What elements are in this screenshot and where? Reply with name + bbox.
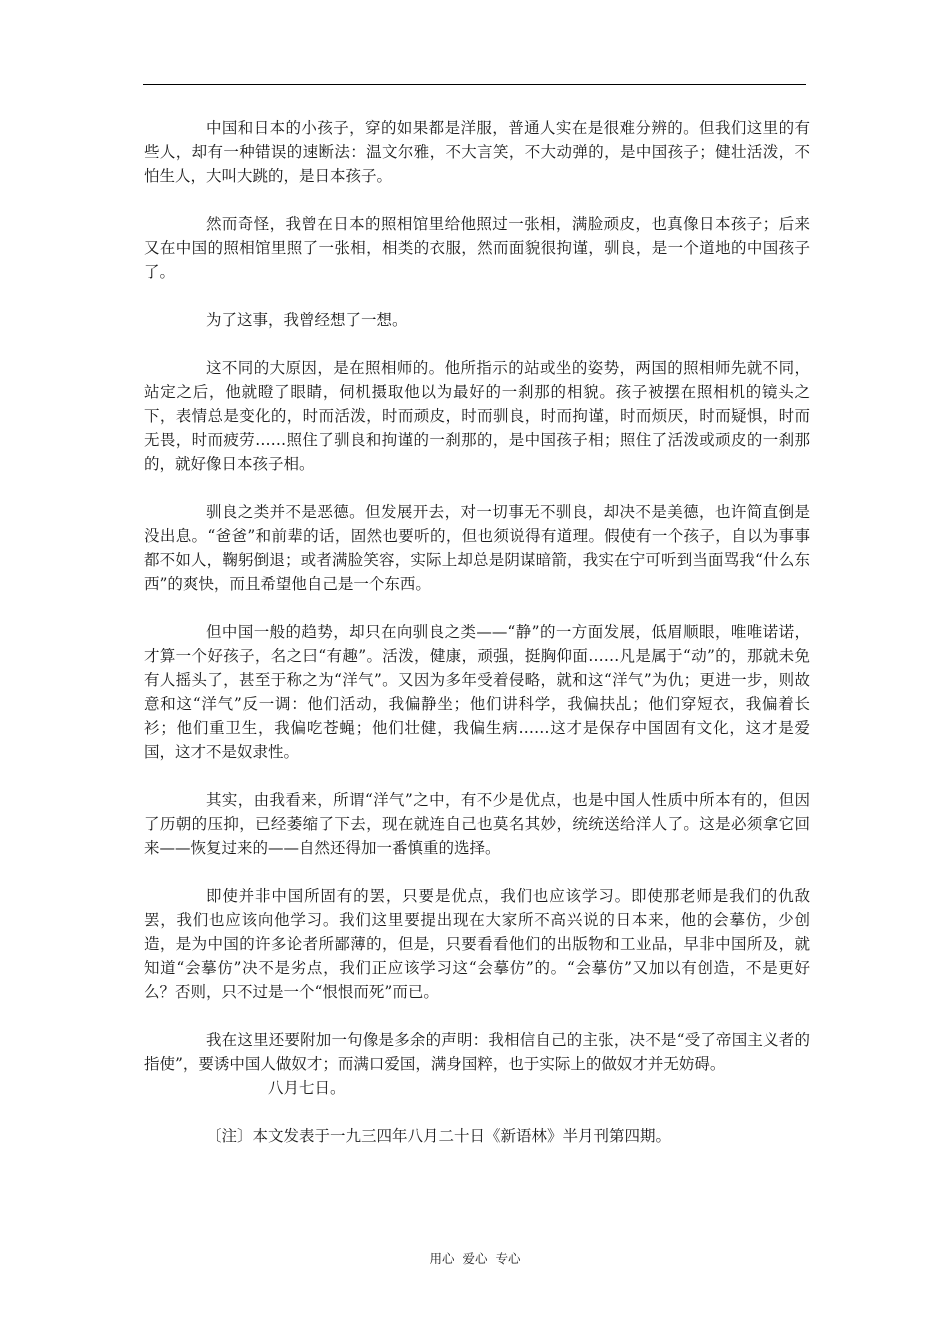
paragraph-5: 驯良之类并不是恶德。但发展开去，对一切事无不驯良，却决不是美德，也许简直倒是没出息。“爸爸”和前辈的话，固然也要听的，但也须说得有道理。假使有一个孩子，自以为事事都不如人，鞠躬倒退；或者满脸笑容，实际上却总是阴谋暗箭，我实在宁可听到当面骂我“什么东西”的爽快，而且希望他自己是一个东西。 (144, 503, 810, 593)
paragraph-8: 即使并非中国所固有的罢，只要是优点，我们也应该学习。即使那老师是我们的仇敌罢，我们也应该向他学习。我们这里要提出现在大家所不高兴说的日本来，他的会摹仿，少创造，是为中国的许多论者所鄙薄的，但是，只要看看他们的出版物和工业品，早非中国所及，就知道“会摹仿”决不是劣点，我们正应该学习这“会摹仿”的。“会摹仿”又加以有创造，不是更好么？否则，只不过是一个“恨恨而死”而已。 (144, 887, 810, 1001)
paragraph-6: 但中国一般的趋势，却只在向驯良之类——“静”的一方面发展，低眉顺眼，唯唯诺诺，才算一个好孩子，名之曰“有趣”。活泼，健康，顽强，挺胸仰面……凡是属于“动”的，那就未免有人摇头了，甚至于称之为“洋气”。又因为多年受着侵略，就和这“洋气”为仇；更进一步，则故意和这“洋气”反一调：他们活动，我偏静坐；他们讲科学，我偏扶乩；他们穿短衣，我偏着长衫；他们重卫生，我偏吃苍蝇；他们壮健，我偏生病……这才是保存中国固有文化，这才是爱国，这才不是奴隶性。 (144, 623, 810, 761)
paragraph-9: 我在这里还要附加一句像是多余的声明：我相信自己的主张，决不是“受了帝国主义者的指使”，要诱中国人做奴才；而满口爱国，满身国粹，也于实际上的做奴才并无妨碍。 (144, 1031, 810, 1073)
paragraph-7: 其实，由我看来，所谓“洋气”之中，有不少是优点，也是中国人性质中所本有的，但因了历朝的压抑，已经萎缩了下去，现在就连自己也莫名其妙，统统送给洋人了。这是必须拿它回来——恢复过来的——自然还得加一番慎重的选择。 (144, 791, 810, 857)
article-body (144, 116, 810, 1148)
paragraph-2: 然而奇怪，我曾在日本的照相馆里给他照过一张相，满脸顽皮，也真像日本孩子；后来又在中国的照相馆里照了一张相，相类的衣服，然而面貌很拘谨，驯良，是一个道地的中国孩子了。 (144, 215, 810, 281)
date-line: 八月七日。 (268, 1079, 346, 1097)
header-rule (143, 84, 806, 85)
paragraph-4: 这不同的大原因，是在照相师的。他所指示的站或坐的姿势，两国的照相师先就不同，站定之后，他就瞪了眼睛，伺机摄取他以为最好的一刹那的相貌。孩子被摆在照相机的镜头之下，表情总是变化的，时而活泼，时而顽皮，时而驯良，时而拘谨，时而烦厌，时而疑惧，时而无畏，时而疲劳……照住了驯良和拘谨的一刹那的，是中国孩子相；照住了活泼或顽皮的一刹那的，就好像日本孩子相。 (144, 359, 810, 473)
paragraph-1: 中国和日本的小孩子，穿的如果都是洋服，普通人实在是很难分辨的。但我们这里的有些人，却有一种错误的速断法：温文尔雅，不大言笑，不大动弹的，是中国孩子；健壮活泼，不怕生人，大叫大跳的，是日本孩子。 (144, 119, 810, 185)
footnote: 〔注〕本文发表于一九三四年八月二十日《新语林》半月刊第四期。 (206, 1127, 672, 1145)
page-footer: 用心 爱心 专心 (429, 1251, 521, 1266)
paragraph-3: 为了这事，我曾经想了一想。 (206, 311, 408, 329)
